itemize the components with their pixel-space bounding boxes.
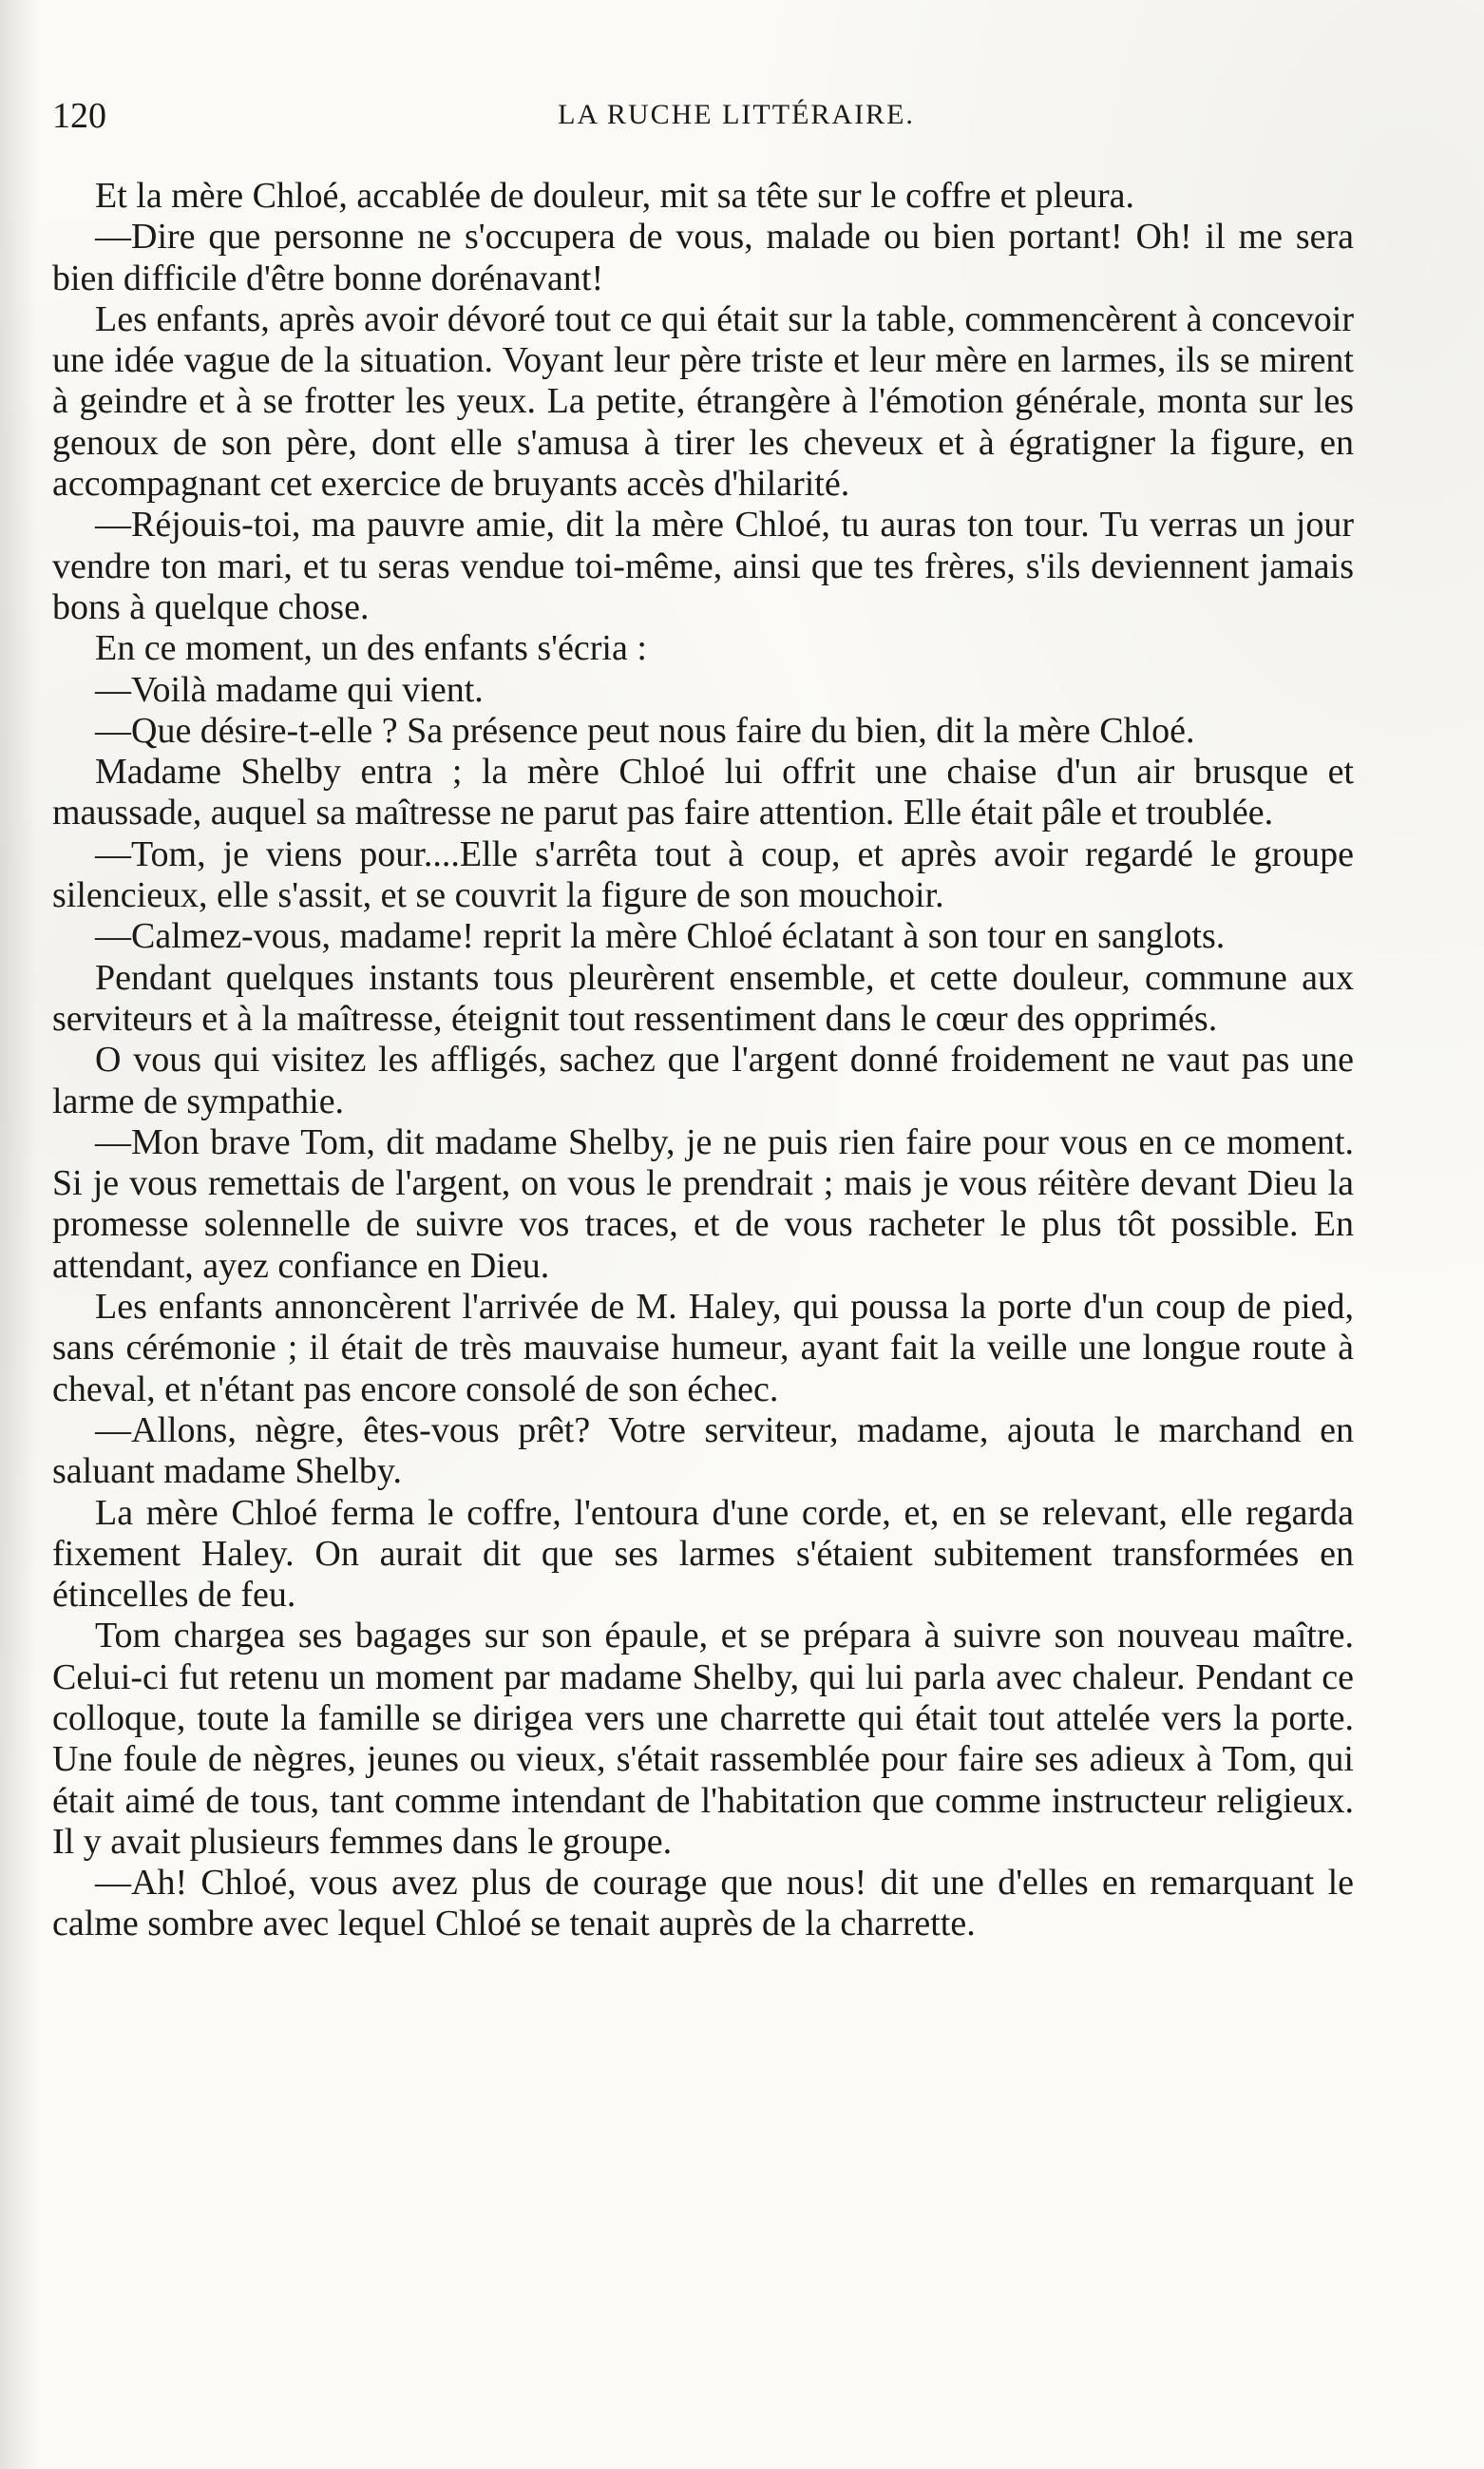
paragraph: —Ah! Chloé, vous avez plus de courage que nous! dit une d'elles en remarquant le calme sombre avec lequel Chloé se tenait auprès de la charrette. — [52, 1863, 1354, 1944]
paragraph: La mère Chloé ferma le coffre, l'entoura d'une corde, et, en se relevant, elle regarda fixement Haley. On aurait dit que ses larmes s'étaient subitement transformées en étincelles de feu. — [52, 1492, 1354, 1616]
paragraph: —Que désire-t-elle ? Sa présence peut nous faire du bien, dit la mère Chloé. — [95, 710, 1195, 751]
paragraph: Tom chargea ses bagages sur son épaule, et se prépara à suivre son nouveau maître. Celui-ci fut retenu un moment par madame Shelby, qui lui parla avec chaleur. Pendant ce colloque, toute la famille se dirigea vers une charrette qui était tout attelée vers la porte. Une foule de nègres, jeunes ou vieux, s'était rassemblée pour faire ses adieux à Tom, qui était aimé de tous, tant comme intendant de l'habitation que comme instructeur religieux. Il y avait plusieurs femmes dans le groupe. — [52, 1616, 1354, 1862]
paragraph: —Voilà madame qui vient. — [95, 669, 484, 710]
page-header — [52, 95, 1420, 152]
paragraph: O vous qui visitez les affligés, sachez que l'argent donné froidement ne vaut pas une larme de sympathie. — [52, 1040, 1354, 1121]
paragraph: En ce moment, un des enfants s'écria : — [95, 628, 647, 669]
paragraph: Et la mère Chloé, accablée de douleur, mit sa tête sur le coffre et pleura. — [95, 176, 1135, 216]
paragraph: Les enfants, après avoir dévoré tout ce qui était sur la table, commencèrent à concevoir une idée vague de la situation. Voyant leur père triste et leur mère en larmes, ils se mirent à geindre et à se frotter les yeux. La petite, étrangère à l'émotion générale, monta sur les genoux de son père, dont elle s'amusa à tirer les cheveux et à égratigner la figure, en accompagnant cet exercice de bruyants accès d'hilarité. — [52, 298, 1354, 505]
paragraph: —Allons, nègre, êtes-vous prêt? Votre serviteur, madame, ajouta le marchand en saluant madame Shelby. — [52, 1409, 1354, 1492]
page-edge-shadow — [0, 0, 38, 2469]
paragraph: —Tom, je viens pour....Elle s'arrêta tout à coup, et après avoir regardé le groupe silencieux, elle s'assit, et se couvrit la figure de son mouchoir. — [52, 833, 1354, 916]
paragraph: Madame Shelby entra ; la mère Chloé lui offrit une chaise d'un air brusque et maussade, auquel sa maîtresse ne parut pas faire attention. Elle était pâle et troublée. — [52, 752, 1354, 833]
paragraph: Les enfants annoncèrent l'arrivée de M. Haley, qui poussa la porte d'un coup de pied, sans cérémonie ; il était de très mauvaise humeur, ayant fait la veille une longue route à cheval, et n'étant pas encore consolé de son échec. — [52, 1287, 1354, 1409]
paragraph: —Mon brave Tom, dit madame Shelby, je ne puis rien faire pour vous en ce moment. Si je vous remettais de l'argent, on vous le prendrait ; mais je vous réitère devant Dieu la promesse solennelle de suivre vos traces, et de vous racheter le plus tôt possible. En attendant, ayez confiance en Dieu. — [52, 1121, 1354, 1286]
running-title: LA RUCHE LITTÉRAIRE. — [558, 99, 915, 130]
body-text — [52, 176, 1354, 1945]
paragraph: —Réjouis-toi, ma pauvre amie, dit la mère Chloé, tu auras ton tour. Tu verras un jour vendre ton mari, et tu seras vendue toi-même, ainsi que tes frères, s'ils deviennent jamais bons à quelque chose. — [52, 505, 1354, 627]
page-number: 120 — [52, 96, 106, 136]
paragraph: —Calmez-vous, madame! reprit la mère Chloé éclatant à son tour en sanglots. — [95, 916, 1226, 957]
paragraph: —Dire que personne ne s'occupera de vous, malade ou bien portant! Oh! il me sera bien difficile d'être bonne dorénavant! — [52, 217, 1354, 298]
paragraph: Pendant quelques instants tous pleurèrent ensemble, et cette douleur, commune aux serviteurs et à la maîtresse, éteignit tout ressentiment dans le cœur des opprimés. — [52, 957, 1354, 1039]
